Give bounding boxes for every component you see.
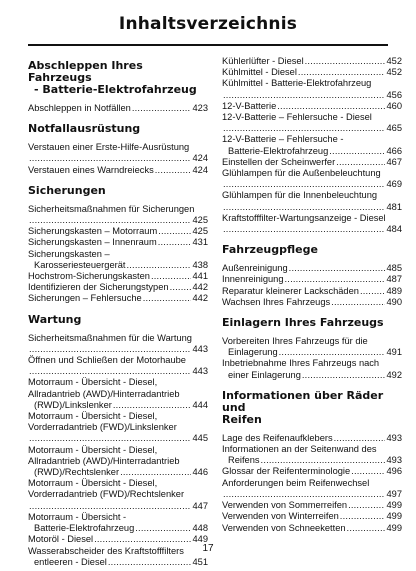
dot-leader bbox=[223, 123, 385, 134]
dot-leader bbox=[279, 347, 386, 358]
toc-entry[interactable] bbox=[222, 500, 402, 511]
section-heading bbox=[222, 317, 402, 329]
toc-entry-title: Verwenden von Sommerreifen bbox=[222, 500, 348, 511]
page-number: 17 bbox=[202, 543, 214, 554]
toc-entry-page: 497 bbox=[386, 488, 402, 499]
toc-entry-page-row bbox=[222, 224, 402, 235]
toc-entry-title: Einstellen der Scheinwerfer bbox=[222, 156, 336, 167]
toc-entry-title-line: Vorderradantrieb (FWD)/Linkslenker bbox=[28, 422, 177, 433]
toc-entry-title-line: Batterie-Elektrofahrzeug bbox=[228, 145, 329, 156]
toc-entry-page: 442 bbox=[192, 282, 208, 293]
toc-entry[interactable] bbox=[28, 249, 208, 271]
toc-entry-title-line: Reifens bbox=[228, 455, 260, 466]
toc-entry-title: Sicherungskasten – Motorraum bbox=[28, 226, 158, 237]
toc-entry[interactable] bbox=[222, 466, 402, 477]
toc-entry-page-row bbox=[28, 501, 208, 512]
toc-entry-page: 442 bbox=[192, 293, 208, 304]
dot-leader bbox=[151, 271, 192, 282]
toc-entry[interactable] bbox=[222, 523, 402, 534]
dot-leader bbox=[223, 179, 385, 190]
toc-entry-page: 493 bbox=[386, 432, 402, 443]
toc-entry-title-line: Einlagerung bbox=[228, 347, 278, 358]
toc-entry[interactable] bbox=[28, 445, 208, 479]
toc-entry-page: 490 bbox=[386, 296, 402, 307]
toc-entry-page: 485 bbox=[386, 263, 402, 274]
toc-entry-last-line bbox=[222, 455, 402, 466]
toc-entry[interactable] bbox=[222, 67, 402, 78]
section-heading-line: Reifen bbox=[222, 412, 262, 426]
dot-leader bbox=[155, 165, 192, 176]
section-heading bbox=[222, 244, 402, 256]
toc-entry-page: 451 bbox=[192, 556, 208, 567]
dot-leader bbox=[29, 344, 191, 355]
toc-entry-title-line: Sicherheitsmaßnahmen für die Wartung bbox=[28, 332, 192, 343]
toc-entry-page-row bbox=[28, 344, 208, 355]
toc-entry-title-line: Sicherheitsmaßnahmen für Sicherungen bbox=[28, 203, 195, 214]
section-heading-line: Einlagern Ihres Fahrzeugs bbox=[222, 316, 384, 330]
toc-entry-title: Abschleppen in Notfällen bbox=[28, 103, 131, 113]
toc-entry[interactable] bbox=[28, 333, 208, 355]
dot-leader bbox=[223, 224, 385, 235]
dot-leader bbox=[29, 501, 191, 512]
title-divider bbox=[28, 44, 388, 46]
toc-entry-title-line: 12-V-Batterie – Fehlersuche - bbox=[222, 134, 344, 145]
toc-entry-page: 425 bbox=[192, 215, 208, 226]
toc-entry-title-line: (RWD)/Linkslenker bbox=[34, 399, 112, 410]
toc-entry[interactable] bbox=[28, 165, 208, 176]
toc-entry-page: 448 bbox=[192, 523, 208, 534]
toc-entry-page-row bbox=[222, 489, 402, 500]
toc-entry-title: Außenreinigung bbox=[222, 263, 288, 274]
toc-entry-title: Kraftstofffilter-Wartungsanzeige - Diesel bbox=[222, 212, 386, 223]
toc-entry-title-line: Allradantrieb (AWD)/Hinterradantrieb bbox=[28, 388, 180, 399]
toc-entry-page: 425 bbox=[192, 226, 208, 237]
toc-entry-page: 499 bbox=[386, 511, 402, 522]
toc-entry[interactable] bbox=[222, 56, 402, 67]
toc-entry-title: Reparatur kleinerer Lackschäden bbox=[222, 285, 359, 296]
toc-entry[interactable] bbox=[222, 444, 402, 466]
toc-entry-page: 499 bbox=[386, 522, 402, 533]
dot-leader bbox=[347, 523, 386, 534]
toc-entry[interactable] bbox=[222, 263, 402, 274]
toc-entry[interactable] bbox=[222, 134, 402, 156]
toc-entry-last-line bbox=[222, 347, 402, 358]
toc-entry-title-line: Vorbereiten Ihres Fahrzeugs für die bbox=[222, 336, 368, 347]
dot-leader bbox=[113, 400, 192, 411]
dot-leader bbox=[261, 455, 386, 466]
dot-leader bbox=[277, 101, 385, 112]
toc-entry-page: 487 bbox=[386, 274, 402, 285]
dot-leader bbox=[348, 500, 385, 511]
toc-entry-title-line: Vorderradantrieb (FWD)/Rechtslenker bbox=[28, 489, 185, 500]
toc-entry-page-row bbox=[222, 123, 402, 134]
toc-entry-title: Verwenden von Winterreifen bbox=[222, 511, 339, 522]
toc-entry-page: 452 bbox=[386, 67, 402, 78]
toc-entry-title-line: Sicherungskasten – bbox=[28, 248, 110, 259]
toc-entry-page: 493 bbox=[386, 455, 402, 466]
dot-leader bbox=[305, 56, 386, 67]
toc-entry-page: 466 bbox=[386, 145, 402, 156]
toc-entry[interactable] bbox=[28, 271, 208, 282]
toc-entry-title: Motoröl - Diesel bbox=[28, 534, 94, 545]
toc-entry-title-line: Anforderungen beim Reifenwechsel bbox=[222, 477, 370, 488]
toc-entry-last-line bbox=[28, 260, 208, 271]
section-heading-line: Sicherungen bbox=[28, 183, 106, 197]
toc-entry-title-line: Informationen an der Seitenwand des bbox=[222, 444, 377, 455]
dot-leader bbox=[108, 557, 192, 568]
toc-entry[interactable] bbox=[28, 293, 208, 304]
dot-leader bbox=[29, 215, 191, 226]
toc-entry-page: 431 bbox=[192, 237, 208, 248]
toc-entry[interactable] bbox=[28, 512, 208, 534]
toc-entry-title: 12-V-Batterie – Fehlersuche - Diesel bbox=[222, 112, 372, 123]
section-heading-line: Notfallausrüstung bbox=[28, 122, 141, 136]
dot-leader bbox=[329, 146, 385, 157]
page-title: Inhaltsverzeichnis bbox=[118, 14, 298, 34]
toc-entry-title-line: Motorraum - Übersicht - Diesel, bbox=[28, 444, 158, 455]
toc-entry-title: Sicherungen – Fehlersuche bbox=[28, 293, 142, 304]
toc-entry-title-line: Kühlmittel - Batterie-Elektrofahrzeug bbox=[222, 78, 372, 89]
dot-leader bbox=[298, 67, 386, 78]
toc-entry-title: Kühlmittel - Diesel bbox=[222, 67, 297, 78]
toc-entry[interactable] bbox=[222, 213, 402, 235]
dot-leader bbox=[29, 433, 191, 444]
toc-entry-page: 438 bbox=[192, 259, 208, 270]
toc-entry[interactable] bbox=[222, 190, 402, 212]
dot-leader bbox=[132, 103, 192, 114]
dot-leader bbox=[289, 263, 386, 274]
toc-entry-title: Verwenden von Schneeketten bbox=[222, 522, 346, 533]
dot-leader bbox=[158, 226, 191, 237]
toc-entry-page: 444 bbox=[192, 399, 208, 410]
toc-entry-page: 446 bbox=[192, 467, 208, 478]
toc-entry-last-line bbox=[28, 400, 208, 411]
toc-entry-page: 449 bbox=[192, 534, 208, 545]
toc-entry-title-line: Batterie-Elektrofahrzeug bbox=[34, 523, 135, 534]
section-heading bbox=[28, 314, 208, 326]
dot-leader bbox=[351, 466, 385, 477]
dot-leader bbox=[223, 202, 385, 213]
dot-leader bbox=[29, 366, 191, 377]
toc-column-right bbox=[222, 56, 402, 534]
dot-leader bbox=[135, 523, 191, 534]
toc-entry-page: 491 bbox=[386, 347, 402, 358]
dot-leader bbox=[158, 237, 192, 248]
toc-entry[interactable] bbox=[222, 274, 402, 285]
toc-entry-page: 456 bbox=[386, 89, 402, 100]
toc-entry[interactable] bbox=[28, 142, 208, 164]
toc-entry-title: Verstauen eines Warndreiecks bbox=[28, 164, 154, 175]
toc-entry-title-line: Wasserabscheider des Kraftstofffilters bbox=[28, 545, 184, 556]
toc-entry[interactable] bbox=[222, 511, 402, 522]
toc-entry-page: 423 bbox=[192, 103, 208, 113]
dot-leader bbox=[170, 282, 192, 293]
dot-leader bbox=[340, 511, 386, 522]
toc-entry-page-row bbox=[222, 179, 402, 190]
toc-entry-page: 447 bbox=[192, 500, 208, 511]
toc-entry-last-line bbox=[222, 146, 402, 157]
dot-leader bbox=[223, 489, 385, 500]
dot-leader bbox=[336, 157, 385, 168]
toc-entry[interactable] bbox=[28, 478, 208, 512]
dot-leader bbox=[143, 293, 192, 304]
dot-leader bbox=[126, 260, 191, 271]
toc-entry-title: Glossar der Reifenterminologie bbox=[222, 466, 351, 477]
toc-entry-page: 445 bbox=[192, 433, 208, 444]
toc-entry-page: 496 bbox=[386, 466, 402, 477]
toc-entry-title: Hochstrom-Sicherungskasten bbox=[28, 271, 150, 282]
toc-entry-title-line: Glühlampen für die Innenbeleuchtung bbox=[222, 190, 378, 201]
toc-entry-last-line bbox=[28, 467, 208, 478]
toc-entry[interactable] bbox=[222, 157, 402, 168]
toc-entry-page-row bbox=[28, 433, 208, 444]
section-heading-line: Wartung bbox=[28, 312, 82, 326]
toc-entry[interactable] bbox=[28, 282, 208, 293]
toc-entry[interactable] bbox=[222, 478, 402, 500]
dot-leader bbox=[120, 467, 191, 478]
section-heading-line: Informationen über Räder und bbox=[222, 388, 384, 414]
toc-entry-last-line bbox=[28, 523, 208, 534]
section-heading-line: Fahrzeugpflege bbox=[222, 243, 318, 257]
toc-column-left bbox=[28, 56, 208, 568]
toc-entry-page: 469 bbox=[386, 179, 402, 190]
toc-entry-page-row bbox=[28, 215, 208, 226]
toc-entry-page: 481 bbox=[386, 201, 402, 212]
section-heading bbox=[28, 185, 208, 197]
toc-entry[interactable] bbox=[222, 297, 402, 308]
toc-entry-title: Lage des Reifenaufklebers bbox=[222, 432, 333, 443]
section-heading bbox=[28, 60, 208, 96]
section-heading bbox=[28, 123, 208, 135]
toc-entry-title-line: Allradantrieb (AWD)/Hinterradantrieb bbox=[28, 455, 180, 466]
toc-entry-page: 492 bbox=[386, 369, 402, 380]
toc-entry-title-line: Verstauen einer Erste-Hilfe-Ausrüstung bbox=[28, 142, 190, 153]
dot-leader bbox=[285, 274, 386, 285]
toc-entry-page: 499 bbox=[386, 500, 402, 511]
section-heading-line: Abschleppen Ihres Fahrzeugs bbox=[28, 59, 143, 84]
toc-entry-title-line: Öffnen und Schließen der Motorhaube bbox=[28, 355, 186, 366]
toc-entry-page: 489 bbox=[386, 285, 402, 296]
dot-leader bbox=[302, 370, 386, 381]
toc-entry-last-line bbox=[222, 370, 402, 381]
toc-entry-page: 443 bbox=[192, 366, 208, 377]
toc-entry[interactable] bbox=[222, 78, 402, 100]
toc-entry-title-line: einer Einlagerung bbox=[228, 369, 301, 380]
toc-entry[interactable] bbox=[28, 204, 208, 226]
toc-entry-title-line: Karosseriesteuergerät bbox=[34, 259, 126, 270]
dot-leader bbox=[29, 153, 191, 164]
toc-entry-page-row bbox=[222, 90, 402, 101]
toc-entry-page: 465 bbox=[386, 123, 402, 134]
toc-entry-title: Sicherungskasten – Innenraum bbox=[28, 237, 157, 248]
toc-entry-page: 467 bbox=[386, 156, 402, 167]
toc-entry-title: Innenreinigung bbox=[222, 274, 284, 285]
toc-entry[interactable] bbox=[222, 286, 402, 297]
toc-entry-page: 484 bbox=[386, 224, 402, 235]
toc-entry-page: 452 bbox=[386, 56, 402, 66]
toc-entry[interactable] bbox=[222, 112, 402, 134]
section-heading-line: - Batterie-Elektrofahrzeug bbox=[34, 83, 197, 96]
dot-leader bbox=[223, 90, 385, 101]
toc-entry[interactable] bbox=[222, 358, 402, 380]
toc-entry-title-line: entleeren - Diesel bbox=[34, 556, 107, 567]
toc-entry-page: 460 bbox=[386, 100, 402, 111]
toc-entry-title: Kühlerlüfter - Diesel bbox=[222, 56, 304, 66]
toc-entry-title-line: Motorraum - Übersicht - Diesel, bbox=[28, 478, 158, 489]
toc-entry-title: 12-V-Batterie bbox=[222, 100, 277, 111]
toc-entry-page: 424 bbox=[192, 164, 208, 175]
toc-entry-title: Wachsen Ihres Fahrzeugs bbox=[222, 296, 331, 307]
toc-entry-title-line: Glühlampen für die Außenbeleuchtung bbox=[222, 168, 381, 179]
toc-entry-page: 443 bbox=[192, 343, 208, 354]
toc-entry[interactable] bbox=[28, 355, 208, 377]
toc-entry[interactable] bbox=[222, 168, 402, 190]
toc-entry[interactable] bbox=[28, 411, 208, 445]
dot-leader bbox=[334, 433, 386, 444]
toc-entry-title-line: Motorraum - Übersicht - Diesel, bbox=[28, 411, 158, 422]
toc-entry-page-row bbox=[28, 153, 208, 164]
dot-leader bbox=[331, 297, 385, 308]
toc-entry[interactable] bbox=[28, 377, 208, 411]
section-heading bbox=[222, 390, 402, 426]
toc-entry-title-line: (RWD)/Rechtslenker bbox=[34, 467, 120, 478]
toc-entry[interactable] bbox=[28, 226, 208, 237]
toc-entry-title: Identifizieren der Sicherungstypen bbox=[28, 282, 169, 293]
toc-entry-title-line: Motorraum - Übersicht - bbox=[28, 511, 127, 522]
toc-entry-title-line: Motorraum - Übersicht - Diesel, bbox=[28, 377, 158, 388]
toc-entry[interactable] bbox=[222, 336, 402, 358]
toc-entry-page-row bbox=[222, 202, 402, 213]
toc-entry[interactable] bbox=[222, 433, 402, 444]
toc-entry[interactable] bbox=[222, 101, 402, 112]
toc-entry-title-line: Inbetriebnahme Ihres Fahrzeugs nach bbox=[222, 358, 380, 369]
dot-leader bbox=[360, 286, 386, 297]
toc-entry[interactable] bbox=[28, 237, 208, 248]
toc-entry-page: 424 bbox=[192, 153, 208, 164]
toc-entry-last-line bbox=[28, 557, 208, 568]
toc-entry[interactable] bbox=[28, 103, 208, 114]
toc-entry-page: 441 bbox=[192, 271, 208, 282]
toc-entry-page-row bbox=[28, 366, 208, 377]
